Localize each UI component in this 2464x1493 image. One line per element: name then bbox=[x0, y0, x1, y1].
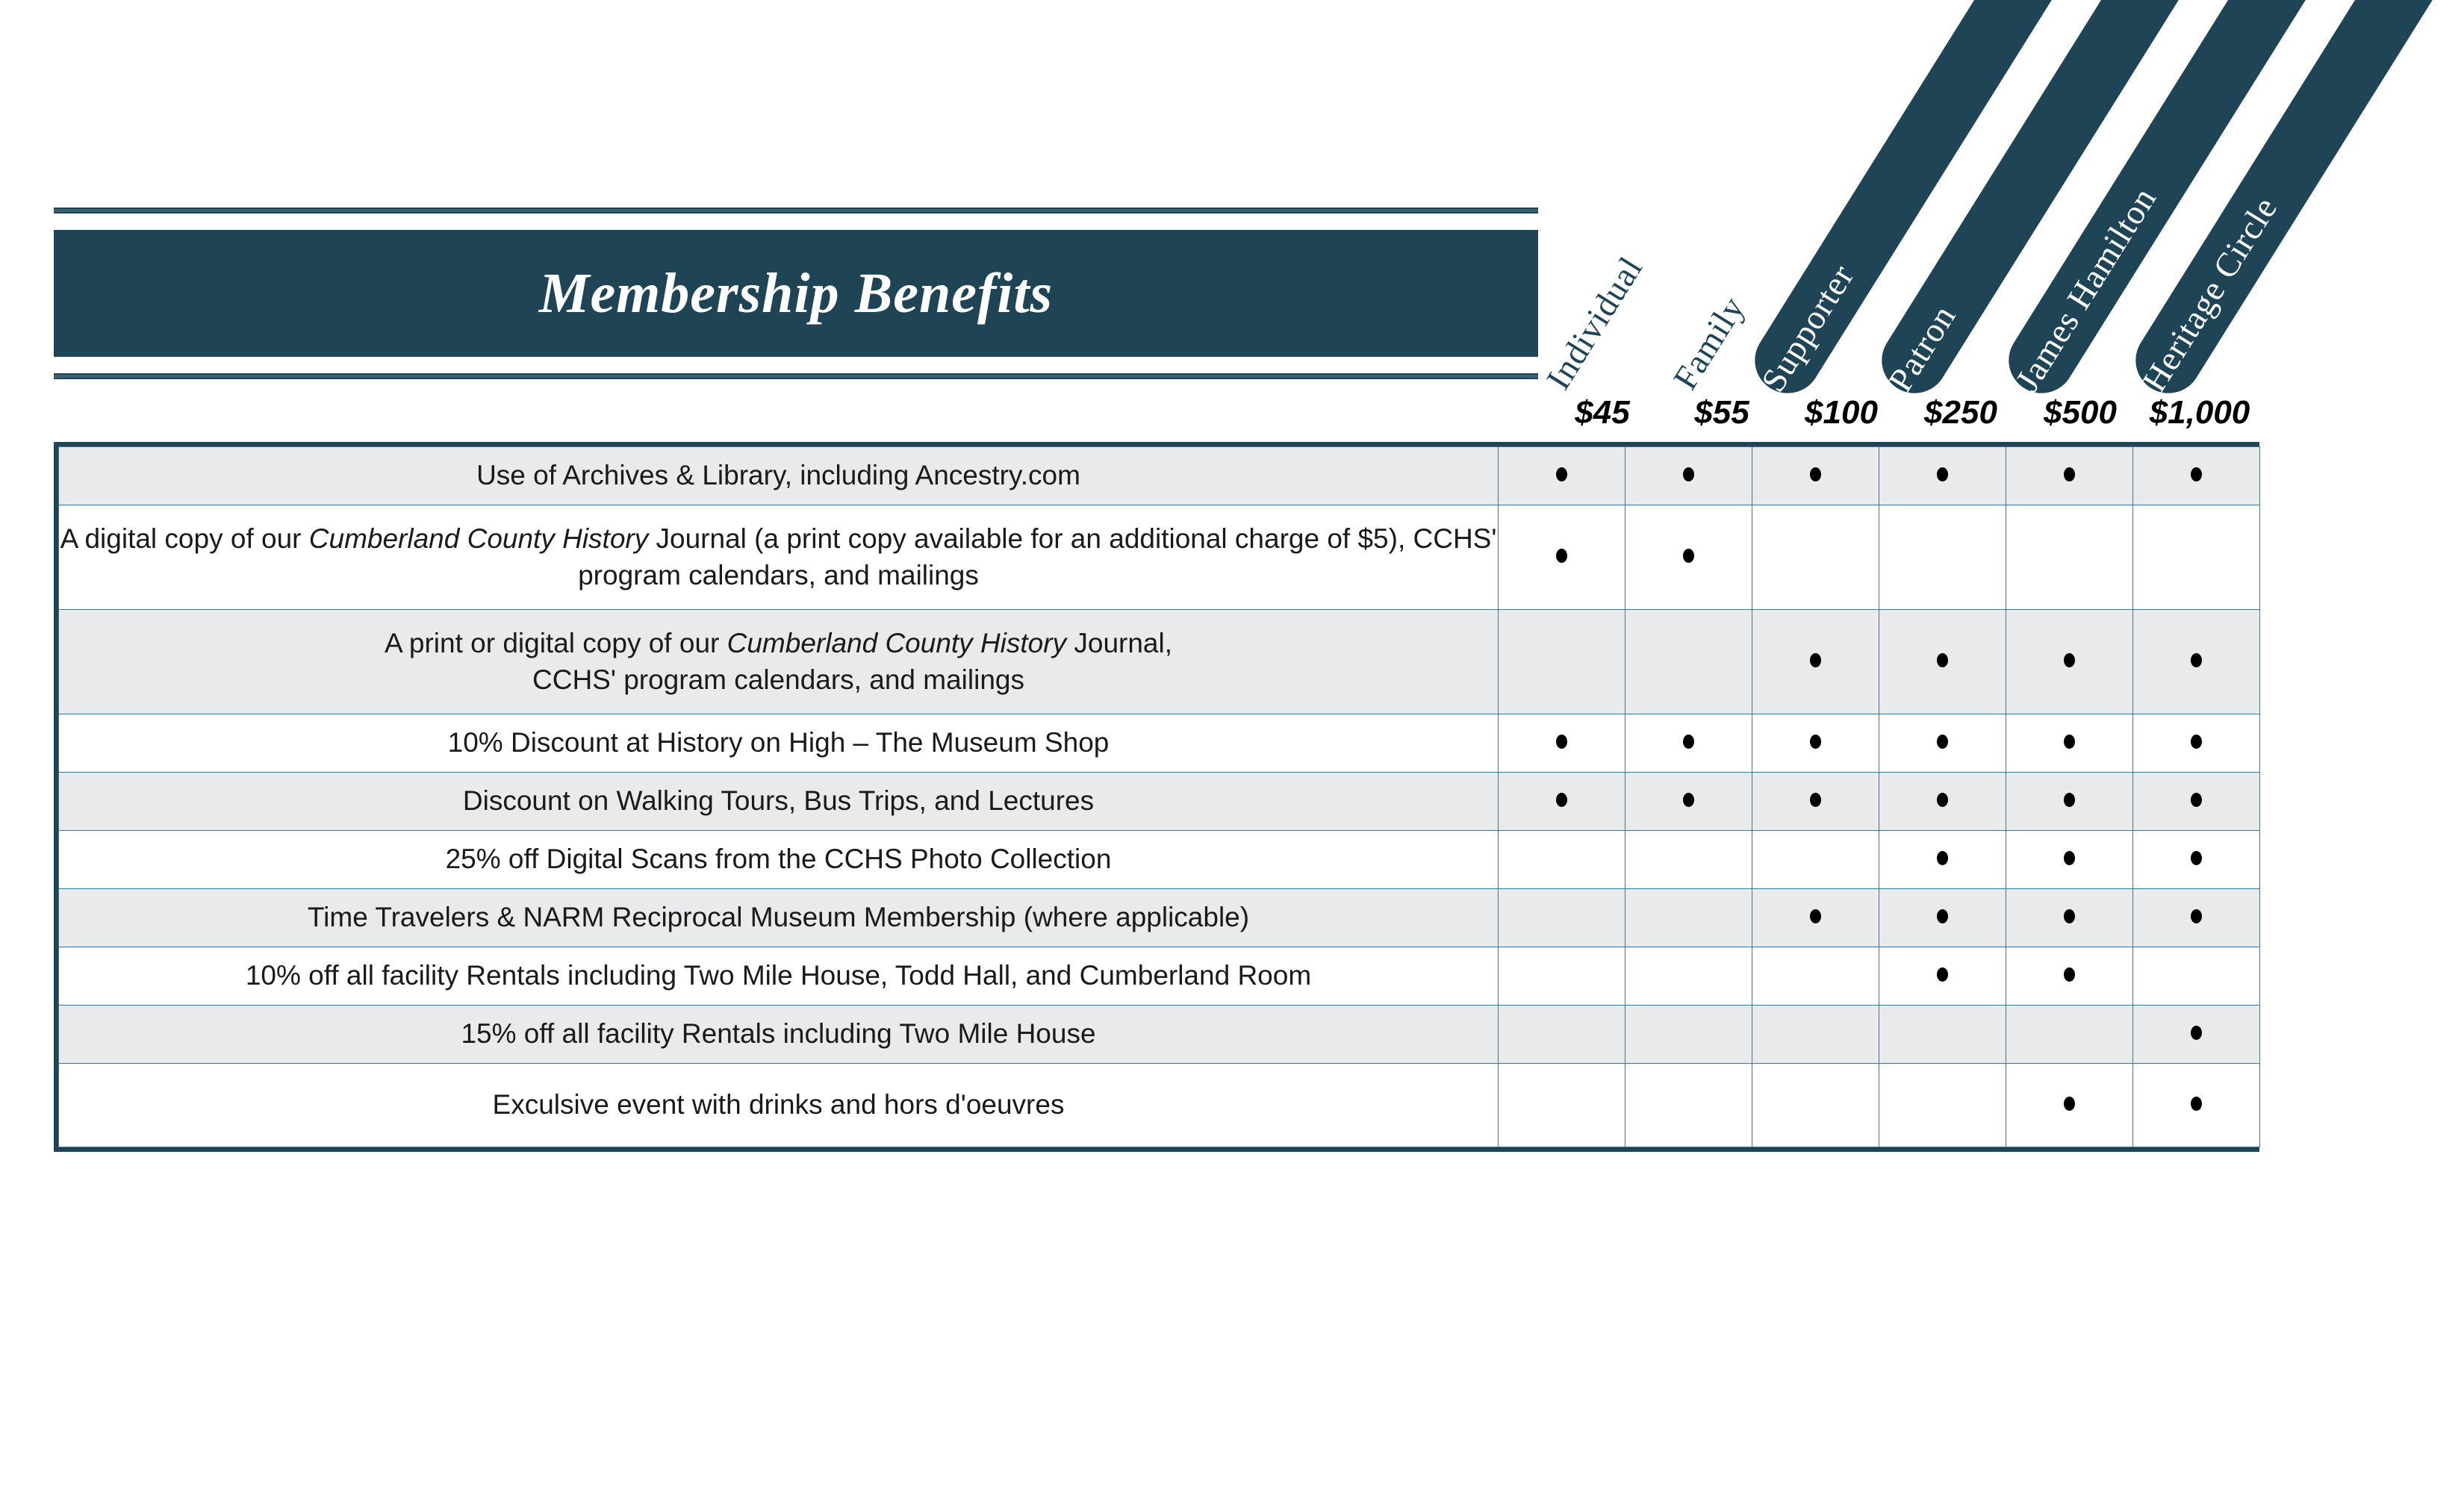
benefit-mark-cell bbox=[1499, 714, 1625, 773]
table-row bbox=[59, 773, 2260, 831]
benefit-mark-cell bbox=[2133, 505, 2260, 610]
benefit-mark-cell bbox=[1625, 505, 1752, 610]
benefit-label: A print or digital copy of our Cumberland County History Journal, CCHS' program calendars, and mailings bbox=[59, 610, 1499, 714]
not-included-cell bbox=[1937, 1097, 1948, 1111]
included-dot-icon bbox=[2064, 653, 2075, 667]
benefit-mark-cell bbox=[1879, 947, 2006, 1006]
not-included-cell bbox=[1810, 967, 1821, 982]
benefit-mark-cell bbox=[2133, 1006, 2260, 1064]
benefit-mark-cell bbox=[1625, 447, 1752, 505]
tier-price-supporter: $100 bbox=[1805, 394, 1878, 431]
included-dot-icon bbox=[1810, 467, 1821, 481]
benefits-table bbox=[54, 442, 2259, 1152]
not-included-cell bbox=[2191, 967, 2202, 982]
benefit-label: 10% Discount at History on High – The Museum Shop bbox=[59, 714, 1499, 773]
tier-price-row bbox=[1543, 394, 2259, 431]
included-dot-icon bbox=[1683, 793, 1694, 807]
included-dot-icon bbox=[2191, 793, 2202, 807]
included-dot-icon bbox=[1683, 549, 1694, 563]
not-included-cell bbox=[1683, 851, 1694, 865]
included-dot-icon bbox=[2064, 467, 2075, 481]
tier-price-family: $55 bbox=[1694, 394, 1749, 431]
benefit-label: 10% off all facility Rentals including Two Mile House, Todd Hall, and Cumberland Room bbox=[59, 947, 1499, 1006]
benefit-mark-cell bbox=[1625, 1064, 1752, 1147]
included-dot-icon bbox=[1810, 653, 1821, 667]
included-dot-icon bbox=[1683, 467, 1694, 481]
included-dot-icon bbox=[2191, 735, 2202, 749]
benefit-mark-cell bbox=[1499, 1064, 1625, 1147]
not-included-cell bbox=[1937, 549, 1948, 563]
benefit-label: 25% off Digital Scans from the CCHS Photo Collection bbox=[59, 831, 1499, 889]
benefit-mark-cell bbox=[1625, 714, 1752, 773]
included-dot-icon bbox=[2191, 1097, 2202, 1111]
benefit-mark-cell bbox=[2133, 831, 2260, 889]
benefit-mark-cell bbox=[1499, 1006, 1625, 1064]
table-row bbox=[59, 831, 2260, 889]
not-included-cell bbox=[1556, 851, 1567, 865]
benefit-mark-cell bbox=[1879, 773, 2006, 831]
benefit-label: 15% off all facility Rentals including Two Mile House bbox=[59, 1006, 1499, 1064]
benefit-mark-cell bbox=[1752, 947, 1879, 1006]
included-dot-icon bbox=[1810, 909, 1821, 923]
benefit-mark-cell bbox=[1625, 610, 1752, 714]
benefit-mark-cell bbox=[2006, 947, 2133, 1006]
benefit-mark-cell bbox=[1625, 831, 1752, 889]
benefit-mark-cell bbox=[2006, 447, 2133, 505]
included-dot-icon bbox=[1937, 735, 1948, 749]
included-dot-icon bbox=[2064, 793, 2075, 807]
benefit-mark-cell bbox=[2006, 1064, 2133, 1147]
benefit-label: Time Travelers & NARM Reciprocal Museum Membership (where applicable) bbox=[59, 889, 1499, 947]
benefit-label: A digital copy of our Cumberland County History Journal (a print copy available for an additional charge of $5), CCHS' program calendars, and mailings bbox=[59, 505, 1499, 610]
not-included-cell bbox=[2191, 549, 2202, 563]
not-included-cell bbox=[2064, 1026, 2075, 1040]
not-included-cell bbox=[1683, 1026, 1694, 1040]
not-included-cell bbox=[1556, 1026, 1567, 1040]
included-dot-icon bbox=[2064, 967, 2075, 982]
included-dot-icon bbox=[2191, 909, 2202, 923]
included-dot-icon bbox=[2191, 653, 2202, 667]
not-included-cell bbox=[1683, 1097, 1694, 1111]
tier-ribbon-label: Supporter bbox=[1753, 257, 1862, 399]
included-dot-icon bbox=[2064, 909, 2075, 923]
included-dot-icon bbox=[1556, 467, 1567, 481]
title-rule-bottom bbox=[54, 373, 1538, 379]
benefit-mark-cell bbox=[1625, 773, 1752, 831]
benefit-mark-cell bbox=[1499, 889, 1625, 947]
included-dot-icon bbox=[1810, 793, 1821, 807]
included-dot-icon bbox=[1937, 793, 1948, 807]
table-row bbox=[59, 505, 2260, 610]
table-row bbox=[59, 447, 2260, 505]
benefit-mark-cell bbox=[2133, 610, 2260, 714]
benefit-mark-cell bbox=[1879, 1064, 2006, 1147]
table-row bbox=[59, 889, 2260, 947]
not-included-cell bbox=[1556, 909, 1567, 923]
benefit-mark-cell bbox=[1879, 714, 2006, 773]
included-dot-icon bbox=[1556, 793, 1567, 807]
benefit-mark-cell bbox=[1879, 1006, 2006, 1064]
tier-ribbon-label: James Hamilton bbox=[2007, 180, 2164, 399]
benefit-mark-cell bbox=[1499, 505, 1625, 610]
benefit-mark-cell bbox=[2006, 610, 2133, 714]
table-row bbox=[59, 610, 2260, 714]
table-row bbox=[59, 1006, 2260, 1064]
included-dot-icon bbox=[1937, 909, 1948, 923]
not-included-cell bbox=[1556, 653, 1567, 667]
benefit-mark-cell bbox=[2006, 1006, 2133, 1064]
benefit-mark-cell bbox=[1879, 505, 2006, 610]
not-included-cell bbox=[1556, 1097, 1567, 1111]
included-dot-icon bbox=[1937, 851, 1948, 865]
included-dot-icon bbox=[1810, 735, 1821, 749]
included-dot-icon bbox=[1556, 735, 1567, 749]
benefit-mark-cell bbox=[2133, 714, 2260, 773]
benefit-mark-cell bbox=[2006, 831, 2133, 889]
benefit-mark-cell bbox=[1625, 947, 1752, 1006]
not-included-cell bbox=[1810, 851, 1821, 865]
benefit-mark-cell bbox=[1752, 831, 1879, 889]
included-dot-icon bbox=[2191, 851, 2202, 865]
benefit-mark-cell bbox=[2133, 773, 2260, 831]
included-dot-icon bbox=[1937, 467, 1948, 481]
title-rule-top bbox=[54, 208, 1538, 213]
tier-ribbon-label: Heritage Circle bbox=[2134, 190, 2285, 399]
benefit-mark-cell bbox=[1625, 1006, 1752, 1064]
benefit-mark-cell bbox=[1879, 610, 2006, 714]
benefit-mark-cell bbox=[2133, 447, 2260, 505]
title-bar bbox=[54, 230, 1538, 357]
not-included-cell bbox=[1683, 653, 1694, 667]
benefit-mark-cell bbox=[1499, 947, 1625, 1006]
not-included-cell bbox=[1683, 909, 1694, 923]
benefit-mark-cell bbox=[1499, 831, 1625, 889]
benefit-mark-cell bbox=[2006, 714, 2133, 773]
included-dot-icon bbox=[1556, 549, 1567, 563]
benefit-mark-cell bbox=[1499, 610, 1625, 714]
benefit-mark-cell bbox=[1499, 447, 1625, 505]
benefit-mark-cell bbox=[2133, 1064, 2260, 1147]
benefit-mark-cell bbox=[1752, 610, 1879, 714]
benefit-mark-cell bbox=[2006, 773, 2133, 831]
benefit-mark-cell bbox=[1879, 447, 2006, 505]
benefit-label: Discount on Walking Tours, Bus Trips, and Lectures bbox=[59, 773, 1499, 831]
benefit-mark-cell bbox=[1752, 505, 1879, 610]
benefit-label: Exculsive event with drinks and hors d'oeuvres bbox=[59, 1064, 1499, 1147]
benefit-mark-cell bbox=[1499, 773, 1625, 831]
included-dot-icon bbox=[2064, 735, 2075, 749]
tier-price-individual: $45 bbox=[1575, 394, 1630, 431]
tier-price-heritage-circle: $1,000 bbox=[2149, 394, 2250, 431]
benefit-mark-cell bbox=[1752, 1064, 1879, 1147]
table-row bbox=[59, 1064, 2260, 1147]
included-dot-icon bbox=[1683, 735, 1694, 749]
tier-ribbon-label: Patron bbox=[1880, 298, 1964, 399]
benefit-mark-cell bbox=[2133, 889, 2260, 947]
table-row bbox=[59, 947, 2260, 1006]
benefit-mark-cell bbox=[1752, 773, 1879, 831]
table-row bbox=[59, 714, 2260, 773]
included-dot-icon bbox=[2191, 1026, 2202, 1040]
benefit-mark-cell bbox=[2006, 505, 2133, 610]
benefit-mark-cell bbox=[2006, 889, 2133, 947]
not-included-cell bbox=[1810, 1026, 1821, 1040]
benefit-mark-cell bbox=[1752, 1006, 1879, 1064]
page-title: Membership Benefits bbox=[538, 261, 1054, 325]
included-dot-icon bbox=[1937, 967, 1948, 982]
not-included-cell bbox=[1937, 1026, 1948, 1040]
tier-label-individual: Individual bbox=[1538, 249, 1650, 396]
tier-label-family: Family bbox=[1665, 289, 1752, 396]
benefit-mark-cell bbox=[1752, 447, 1879, 505]
included-dot-icon bbox=[2064, 1097, 2075, 1111]
tier-price-james-hamilton: $500 bbox=[2044, 394, 2117, 431]
included-dot-icon bbox=[2191, 467, 2202, 481]
tier-price-patron: $250 bbox=[1924, 394, 1997, 431]
title-block bbox=[54, 208, 1538, 379]
benefit-label: Use of Archives & Library, including Ancestry.com bbox=[59, 447, 1499, 505]
included-dot-icon bbox=[1937, 653, 1948, 667]
not-included-cell bbox=[1556, 967, 1567, 982]
not-included-cell bbox=[1810, 1097, 1821, 1111]
not-included-cell bbox=[1683, 967, 1694, 982]
benefit-mark-cell bbox=[1752, 889, 1879, 947]
benefit-mark-cell bbox=[1752, 714, 1879, 773]
benefit-mark-cell bbox=[1625, 889, 1752, 947]
benefit-mark-cell bbox=[1879, 831, 2006, 889]
not-included-cell bbox=[2064, 549, 2075, 563]
benefit-mark-cell bbox=[1879, 889, 2006, 947]
not-included-cell bbox=[1810, 549, 1821, 563]
included-dot-icon bbox=[2064, 851, 2075, 865]
benefit-mark-cell bbox=[2133, 947, 2260, 1006]
